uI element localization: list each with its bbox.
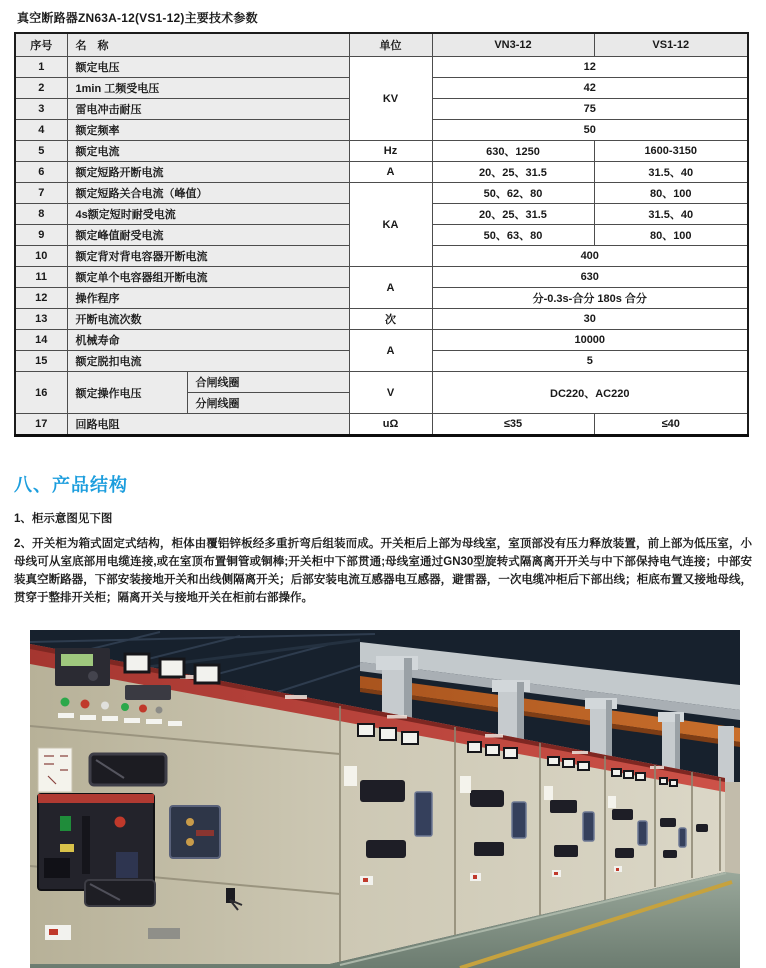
table-row: 14 机械寿命 A 10000 [15,330,748,351]
table-row: 3 雷电冲击耐压 75 [15,99,748,120]
header-no: 序号 [15,33,67,57]
table-row: 17 回路电阻 uΩ ≤35 ≤40 [15,414,748,436]
product-photo [30,630,740,968]
table-row: 10 额定背对背电容器开断电流 400 [15,246,748,267]
unit-a3: A [349,330,432,372]
header-vn3: VN3-12 [432,33,594,57]
unit-a2: A [349,267,432,309]
table-row: 6 额定短路开断电流 A 20、25、31.5 31.5、40 [15,162,748,183]
unit-hz: Hz [349,141,432,162]
coil-open: 分闸线圈 [187,393,349,414]
spec-table [14,32,749,437]
coil-close: 合闸线圈 [187,372,349,393]
unit-kv: KV [349,57,432,141]
table-row: 2 1min 工频受电压 42 [15,78,748,99]
table-row: 1 额定电压 KV 12 [15,57,748,78]
table-row: 15 额定脱扣电流 5 [15,351,748,372]
para-cabinet-diagram: 1、柜示意图见下图 [14,513,113,525]
table-header-row [15,33,748,57]
table-row: 9 额定峰值耐受电流 50、63、80 80、100 [15,225,748,246]
table-row: 16 额定操作电压 合闸线圈 V DC220、AC220 [15,372,748,393]
unit-uohm: uΩ [349,414,432,436]
table-row: 12 操作程序 分-0.3s-合分 180s 合分 [15,288,748,309]
unit-ci: 次 [349,309,432,330]
table-row: 13 开断电流次数 次 30 [15,309,748,330]
unit-ka: KA [349,183,432,267]
header-unit: 单位 [349,33,432,57]
table-row: 5 额定电流 Hz 630、1250 1600-3150 [15,141,748,162]
table-row: 4 额定频率 50 [15,120,748,141]
section-product-structure [0,471,766,607]
para-structure-description: 2、开关柜为箱式固定式结构，柜体由覆铝锌板经多重折弯后组装而成。开关柜后上部为母线室，室顶部没有压力释放装置，前上部为低压室，小母线可从室底部用电缆连接,或在室顶布置铜管或铜棒;开关柜中下部贯通;母线室通过GN30型旋转式隔离离开开关与中下部保持电气连接；中部安装真空断路器，下部安装接地开关和出线侧隔离开关；后部安装电流互感器电互感器，避雷器，一次电缆冲柜后下部出线；柜底布置又接地母线，贯穿于整排开关柜；隔离开关与接地开关在柜前右部操作。 [14,538,752,604]
page-title: 真空断路器ZN63A-12(VS1-12)主要技术参数 [17,11,258,25]
unit-a: A [349,162,432,183]
section-heading: 八、产品结构 [14,475,128,495]
table-row: 11 额定单个电容器组开断电流 A 630 [15,267,748,288]
unit-v: V [349,372,432,414]
table-row: 8 4s额定短时耐受电流 20、25、31.5 31.5、40 [15,204,748,225]
switchgear-photo-graphic [30,630,740,968]
table-row: 7 额定短路关合电流（峰值） KA 50、62、80 80、100 [15,183,748,204]
header-name: 名 称 [67,33,349,57]
header-vs1: VS1-12 [594,33,748,57]
